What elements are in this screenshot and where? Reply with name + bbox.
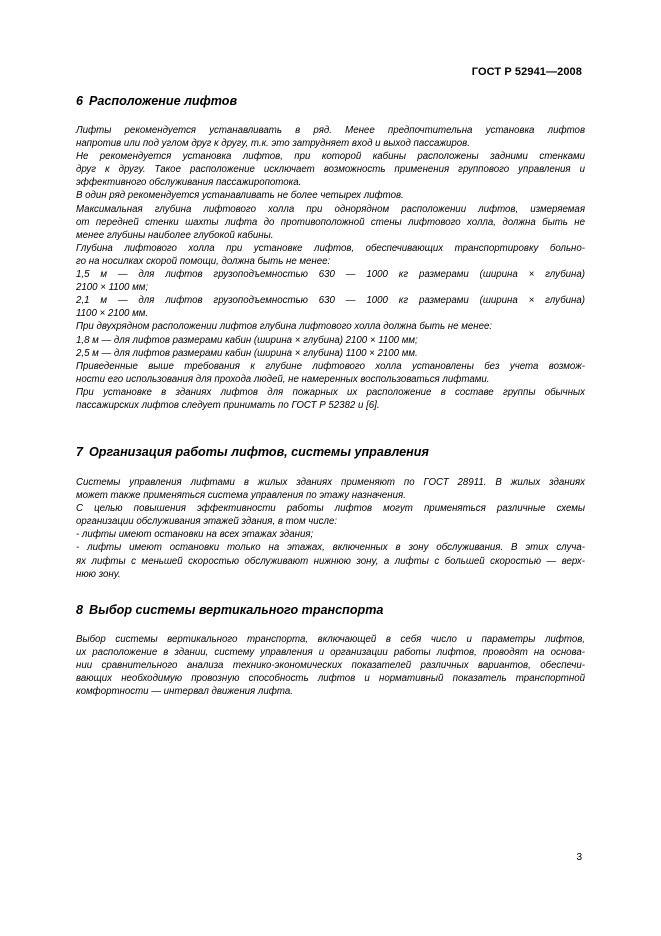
text-line: нии сравнительного анализа технико-экономических показателей различных вариантов, обеспечи- <box>76 660 585 672</box>
text-line: от передней стенки шахты лифта до противоположной стены лифтового холла, должна быть не <box>76 216 585 228</box>
text-line: 2,1 м — для лифтов грузоподъемностью 630 — 1000 кг размерами (ширина × глубина) <box>76 295 585 307</box>
text-line: вающих необходимую провозную способность лифтов и нормативный показатель транспортной <box>76 673 585 685</box>
text-line: Системы управления лифтами в жилых зданиях применяют по ГОСТ 28911. В жилых зданиях <box>76 477 585 488</box>
text-line: 2100 × 1100 мм; <box>76 282 149 294</box>
text-line: менее глубины наиболее глубокой кабины. <box>76 229 274 241</box>
text-line: 1,8 м — для лифтов размерами кабин (ширина × глубина) 2100 × 1100 мм; <box>76 334 418 346</box>
text-line: напротив или под углом друг к другу, т.к. это затрудняет вход и выход пассажиров. <box>76 138 470 150</box>
text-line: го на носилках скорой помощи, должна быть не менее: <box>76 255 331 267</box>
section-title: Выбор системы вертикального транспорта <box>89 603 384 617</box>
section-title: Расположение лифтов <box>89 94 238 108</box>
text-line: пассажирских лифтов следует принимать по ГОСТ Р 52382 и [6]. <box>76 399 380 411</box>
text-line: организации обслуживания этажей здания, в том числе: <box>76 516 338 528</box>
text-line: В один ряд рекомендуется устанавливать не более четырех лифтов. <box>76 190 404 202</box>
section-6-body <box>76 124 585 412</box>
text-line: друг к другу. Такое расположение исключает возможность применения группового управления и <box>76 164 585 176</box>
section-7-body <box>76 476 585 581</box>
section-6-heading <box>76 94 237 108</box>
document-code: ГОСТ Р 52941—2008 <box>471 66 582 78</box>
page-number: 3 <box>576 852 582 863</box>
text-line: - лифты имеют остановки только на этажах, включенных в зону обслуживания. В этих случа- <box>76 542 585 554</box>
text-line: При двухрядном расположении лифтов глубина лифтового холла должна быть не менее: <box>76 321 493 333</box>
text-line: 1100 × 2100 мм. <box>76 308 149 320</box>
text-line: эффективного обслуживания пассажиропотока. <box>76 177 302 189</box>
text-line: нюю зону. <box>76 568 121 580</box>
text-line: Глубина лифтового холла при установке лифтов, обеспечивающих транспортировку больно- <box>76 242 585 254</box>
section-number: 6 <box>76 94 84 108</box>
text-line: Приведенные выше требования к глубине лифтового холла установлены без учета возмож- <box>76 360 585 372</box>
text-line: С целью повышения эффективности работы лифтов могут применяться различные схемы <box>76 503 585 515</box>
text-line: ях лифты с меньшей скоростью обслуживают нижнюю зону, а лифты с большей скоростью — верх- <box>76 555 585 567</box>
section-7-heading <box>76 445 429 459</box>
text-line: ности его использования для прохода людей, не намеренных воспользоваться лифтами. <box>76 373 490 385</box>
text-line: Максимальная глубина лифтового холла при однорядном расположении лифтов, измеряемая <box>76 203 585 215</box>
text-line: Лифты рекомендуется устанавливать в ряд. Менее предпочтительна установка лифтов <box>76 125 585 136</box>
section-number: 7 <box>76 445 84 459</box>
section-title: Организация работы лифтов, системы управления <box>89 445 429 459</box>
text-line: 1,5 м — для лифтов грузоподъемностью 630 — 1000 кг размерами (ширина × глубина) <box>76 269 585 281</box>
text-line: - лифты имеют остановки на всех этажах здания; <box>76 529 314 541</box>
text-line: может также применяться система управления по этажу назначения. <box>76 490 406 502</box>
text-line: 2,5 м — для лифтов размерами кабин (ширина × глубина) 1100 × 2100 мм. <box>76 347 418 359</box>
section-8-heading <box>76 603 383 617</box>
section-8-body <box>76 633 585 698</box>
section-number: 8 <box>76 603 84 617</box>
text-line: их расположение в здании, систему управления и организации работы лифтов, проводят на основа- <box>76 647 585 659</box>
text-line: При установке в зданиях лифтов для пожарных их расположение в составе группы обычных <box>76 386 585 398</box>
text-line: Выбор системы вертикального транспорта, включающей в себя число и параметры лифтов, <box>76 634 585 645</box>
text-line: комфортности — интервал движения лифта. <box>76 686 293 698</box>
text-line: Не рекомендуется установка лифтов, при которой кабины расположены задними стенками <box>76 151 585 163</box>
